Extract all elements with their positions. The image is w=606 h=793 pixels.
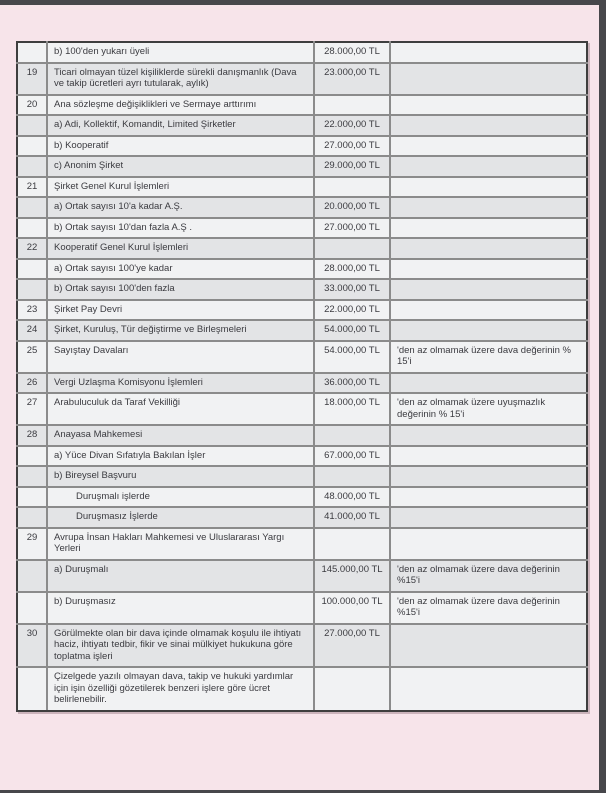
row-number-cell: 30 <box>17 624 47 668</box>
row-note-cell: 'den az olmamak üzere dava değerinin % 15'i <box>390 341 587 373</box>
row-number-cell <box>17 466 47 487</box>
row-note-cell <box>390 667 587 711</box>
viewer-right-edge <box>599 0 606 793</box>
row-number-cell <box>17 592 47 624</box>
table-row <box>17 63 587 95</box>
table-row <box>17 466 587 487</box>
row-number-cell <box>17 218 47 239</box>
row-description-cell: b) Ortak sayısı 10'dan fazla A.Ş . <box>47 218 314 239</box>
row-description-cell: Duruşmasız İşlerde <box>47 507 314 528</box>
row-amount-cell: 22.000,00 TL <box>314 115 390 136</box>
row-description-cell: Çizelgede yazılı olmayan dava, takip ve hukuki yardımlar için işin özelliği gözetilerek benzeri işlere göre ücret belirlenebilir. <box>47 667 314 711</box>
row-amount-cell <box>314 528 390 560</box>
row-note-cell <box>390 115 587 136</box>
row-number-cell <box>17 560 47 592</box>
table-row <box>17 592 587 624</box>
row-number-cell: 27 <box>17 393 47 425</box>
table-row <box>17 373 587 394</box>
row-amount-cell: 27.000,00 TL <box>314 624 390 668</box>
row-number-cell <box>17 259 47 280</box>
row-note-cell <box>390 279 587 300</box>
table-row <box>17 218 587 239</box>
row-description-cell: a) Ortak sayısı 10'a kadar A.Ş. <box>47 197 314 218</box>
row-note-cell <box>390 507 587 528</box>
row-note-cell <box>390 624 587 668</box>
table-row <box>17 560 587 592</box>
row-note-cell <box>390 95 587 116</box>
table-row <box>17 487 587 508</box>
table-row <box>17 115 587 136</box>
table-row <box>17 95 587 116</box>
row-number-cell: 22 <box>17 238 47 259</box>
row-description-cell: Anayasa Mahkemesi <box>47 425 314 446</box>
row-description-cell: Ticari olmayan tüzel kişiliklerde sürekli danışmanlık (Dava ve takip ücretleri ayrı tutularak, aylık) <box>47 63 314 95</box>
row-number-cell: 25 <box>17 341 47 373</box>
row-note-cell <box>390 238 587 259</box>
row-number-cell <box>17 42 47 63</box>
row-description-cell: b) Ortak sayısı 100'den fazla <box>47 279 314 300</box>
row-note-cell <box>390 156 587 177</box>
table-row <box>17 528 587 560</box>
row-amount-cell: 23.000,00 TL <box>314 63 390 95</box>
table-row <box>17 624 587 668</box>
table-row <box>17 341 587 373</box>
table-row <box>17 667 587 711</box>
row-amount-cell: 29.000,00 TL <box>314 156 390 177</box>
row-number-cell <box>17 136 47 157</box>
fee-table <box>16 41 588 712</box>
row-note-cell <box>390 259 587 280</box>
row-note-cell: 'den az olmamak üzere dava değerinin %15'i <box>390 592 587 624</box>
row-number-cell: 28 <box>17 425 47 446</box>
row-note-cell <box>390 425 587 446</box>
row-amount-cell: 48.000,00 TL <box>314 487 390 508</box>
table-row <box>17 136 587 157</box>
row-number-cell <box>17 156 47 177</box>
row-amount-cell: 20.000,00 TL <box>314 197 390 218</box>
row-amount-cell <box>314 95 390 116</box>
row-description-cell: Duruşmalı işlerde <box>47 487 314 508</box>
row-number-cell: 23 <box>17 300 47 321</box>
row-description-cell: b) 100'den yukarı üyeli <box>47 42 314 63</box>
row-description-cell: Ana sözleşme değişiklikleri ve Sermaye arttırımı <box>47 95 314 116</box>
table-row <box>17 238 587 259</box>
row-description-cell: b) Kooperatif <box>47 136 314 157</box>
row-amount-cell: 22.000,00 TL <box>314 300 390 321</box>
table-row <box>17 446 587 467</box>
row-description-cell: a) Yüce Divan Sıfatıyla Bakılan İşler <box>47 446 314 467</box>
row-amount-cell: 27.000,00 TL <box>314 136 390 157</box>
document-page <box>0 5 599 790</box>
row-amount-cell: 28.000,00 TL <box>314 42 390 63</box>
table-row <box>17 259 587 280</box>
row-number-cell <box>17 115 47 136</box>
row-description-cell: a) Duruşmalı <box>47 560 314 592</box>
row-amount-cell <box>314 238 390 259</box>
table-row <box>17 156 587 177</box>
row-amount-cell: 54.000,00 TL <box>314 341 390 373</box>
table-row <box>17 197 587 218</box>
row-note-cell: 'den az olmamak üzere dava değerinin %15'i <box>390 560 587 592</box>
row-note-cell <box>390 446 587 467</box>
row-note-cell <box>390 466 587 487</box>
row-description-cell: Avrupa İnsan Hakları Mahkemesi ve Uluslararası Yargı Yerleri <box>47 528 314 560</box>
row-note-cell <box>390 218 587 239</box>
row-amount-cell <box>314 425 390 446</box>
row-note-cell <box>390 42 587 63</box>
row-description-cell: Vergi Uzlaşma Komisyonu İşlemleri <box>47 373 314 394</box>
row-note-cell <box>390 197 587 218</box>
fee-table-body <box>17 42 587 711</box>
row-number-cell: 19 <box>17 63 47 95</box>
row-number-cell: 24 <box>17 320 47 341</box>
row-amount-cell: 145.000,00 TL <box>314 560 390 592</box>
row-amount-cell: 100.000,00 TL <box>314 592 390 624</box>
table-row <box>17 425 587 446</box>
row-description-cell: b) Duruşmasız <box>47 592 314 624</box>
row-amount-cell: 67.000,00 TL <box>314 446 390 467</box>
row-amount-cell: 28.000,00 TL <box>314 259 390 280</box>
row-amount-cell: 54.000,00 TL <box>314 320 390 341</box>
row-description-cell: Arabuluculuk da Taraf Vekilliği <box>47 393 314 425</box>
row-number-cell <box>17 279 47 300</box>
row-number-cell: 21 <box>17 177 47 198</box>
row-description-cell: b) Bireysel Başvuru <box>47 466 314 487</box>
row-description-cell: Şirket Pay Devri <box>47 300 314 321</box>
row-description-cell: Kooperatif Genel Kurul İşlemleri <box>47 238 314 259</box>
row-description-cell: Sayıştay Davaları <box>47 341 314 373</box>
row-number-cell: 20 <box>17 95 47 116</box>
row-description-cell: Şirket Genel Kurul İşlemleri <box>47 177 314 198</box>
row-note-cell <box>390 63 587 95</box>
row-amount-cell: 27.000,00 TL <box>314 218 390 239</box>
row-amount-cell: 18.000,00 TL <box>314 393 390 425</box>
table-row <box>17 42 587 63</box>
row-number-cell: 29 <box>17 528 47 560</box>
row-amount-cell <box>314 667 390 711</box>
table-row <box>17 300 587 321</box>
row-note-cell <box>390 177 587 198</box>
table-row <box>17 177 587 198</box>
row-description-cell: c) Anonim Şirket <box>47 156 314 177</box>
row-number-cell <box>17 446 47 467</box>
row-amount-cell: 36.000,00 TL <box>314 373 390 394</box>
row-number-cell <box>17 667 47 711</box>
row-note-cell <box>390 300 587 321</box>
row-note-cell <box>390 320 587 341</box>
row-number-cell <box>17 507 47 528</box>
table-row <box>17 279 587 300</box>
row-number-cell <box>17 197 47 218</box>
row-amount-cell: 41.000,00 TL <box>314 507 390 528</box>
row-description-cell: Şirket, Kuruluş, Tür değiştirme ve Birleşmeleri <box>47 320 314 341</box>
row-description-cell: Görülmekte olan bir dava içinde olmamak koşulu ile ihtiyatı haciz, ihtiyatı tedbir, fikir ve sinai mülkiyet hukukuna göre toplatma işleri <box>47 624 314 668</box>
row-amount-cell: 33.000,00 TL <box>314 279 390 300</box>
row-note-cell <box>390 136 587 157</box>
table-row <box>17 320 587 341</box>
table-row <box>17 507 587 528</box>
row-amount-cell <box>314 177 390 198</box>
table-row <box>17 393 587 425</box>
row-description-cell: a) Adi, Kollektif, Komandit, Limited Şirketler <box>47 115 314 136</box>
row-note-cell: 'den az olmamak üzere uyuşmazlık değerinin % 15'i <box>390 393 587 425</box>
row-number-cell: 26 <box>17 373 47 394</box>
row-number-cell <box>17 487 47 508</box>
row-note-cell <box>390 528 587 560</box>
row-note-cell <box>390 373 587 394</box>
row-note-cell <box>390 487 587 508</box>
viewer-top-edge <box>0 0 606 5</box>
row-amount-cell <box>314 466 390 487</box>
row-description-cell: a) Ortak sayısı 100'ye kadar <box>47 259 314 280</box>
